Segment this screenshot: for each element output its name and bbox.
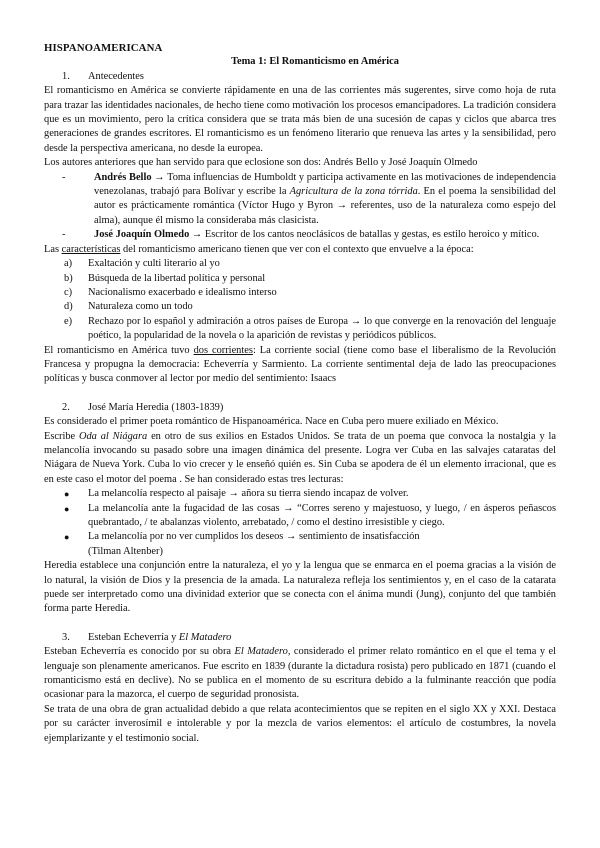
text-run: , considerado el primer relato romántico en el que el tema y el lenguaje son plenamente americanos. Fue escrito en 1839 (durante la dictadura rosista) pero publicado en 1871 (cuando el romanticismo está en declive). No se publica en el momento de su escritura debido a la fulminante reacción que podía ocasionar para la mazorca, el cuerpo de seguridad pronosista. bbox=[44, 646, 556, 701]
list-marker: a) bbox=[64, 258, 73, 270]
text-run: en otro de sus exilios en Estados Unidos. Se trata de un poema que convoca la nostalgia y la melancolía invocando su pasado sobre una imagen dinámica del presente. Logra ver Cuba en las salvajes cataratas del Niágara de Nueva York. Cuba lo vio crecer y le enseñó quién es. Sin Cuba se apodera de él un elemento irracional, que es en este caso el motor del poema . Se han considerado estas tres lecturas: bbox=[44, 430, 556, 485]
list-item-text: Naturaleza como un todo bbox=[88, 301, 193, 313]
paragraph bbox=[44, 645, 556, 703]
text-run: Escribe bbox=[44, 430, 79, 442]
list-item-text: Rechazo por lo español y admiración a otros países de Europa → lo que converge en la renovación del lenguaje poético, la popularidad de la novela o la aparición de revistas y periódicos públicos. bbox=[88, 315, 556, 342]
spacer bbox=[44, 617, 556, 631]
paragraph: Es considerado el primer poeta romántico de Hispanoamérica. Nace en Cuba pero muere exiliado en México. bbox=[44, 416, 499, 428]
dash-marker: - bbox=[62, 171, 66, 183]
list-item-text: La melancolía respecto al paisaje → añora su tierra siendo incapaz de volver. bbox=[88, 488, 409, 500]
work-title: Agricultura de la zona tórrida bbox=[289, 186, 418, 198]
text-run: . En el poema la sensibilidad del autor es prácticamente romántica (Víctor Hugo y Byron → referentes, uso de la naturaleza como espejo del alma), aunque él mismo la consideraba más clasicista. bbox=[94, 186, 556, 226]
document-header: HISPANOAMERICANA bbox=[44, 42, 163, 54]
section-3-heading bbox=[62, 631, 556, 645]
list-item-text: La melancolía ante la fugacidad de las cosas → “Corres sereno y majestuoso, y luego, / en ásperos peñascos quebrantado, / te abalanzas violento, arrebatado, / como el destino irresistible y ciego. bbox=[88, 502, 556, 528]
author-list bbox=[44, 171, 556, 243]
list-marker: c) bbox=[64, 286, 73, 298]
list-item-text: Búsqueda de la libertad política y personal bbox=[88, 272, 266, 284]
section-1-heading bbox=[62, 70, 556, 84]
dash-marker: - bbox=[62, 229, 66, 241]
section-title bbox=[88, 631, 231, 645]
work-title: El Matadero bbox=[234, 646, 288, 658]
document-title: Tema 1: El Romanticismo en América bbox=[231, 56, 399, 68]
bullet-icon: ● bbox=[64, 532, 70, 543]
bullet-icon: ● bbox=[64, 489, 70, 500]
section-title: José María Heredia (1803-1839) bbox=[88, 401, 224, 413]
list-item bbox=[64, 530, 556, 544]
list-item bbox=[64, 300, 556, 314]
paragraph bbox=[44, 344, 556, 387]
text-run: del romanticismo americano tienen que ver con el contexto que envuelve a la época: bbox=[120, 243, 474, 255]
list-item-text: Exaltación y culti literario al yo bbox=[88, 258, 220, 270]
author-name: Andrés Bello bbox=[94, 171, 152, 183]
text-run: : La corriente social (tiene como base el liberalismo de la Revolución Francesa y propugna la democracia: Echeverría y Sarmiento. La corriente sentimental deja de lado las preocupaciones políticas y busca conmover al lector por medio del sentimiento: Isaacs bbox=[44, 344, 557, 385]
section-number: 2. bbox=[62, 401, 70, 413]
author-name: José Joaquín Olmedo bbox=[94, 229, 190, 241]
work-title: Oda al Niágara bbox=[78, 430, 148, 442]
list-item-text: La melancolía por no ver cumplidos los deseos → sentimiento de insatisfacción bbox=[88, 531, 420, 543]
list-item bbox=[62, 171, 556, 229]
list-item bbox=[64, 272, 556, 286]
underlined-term: dos corrientes bbox=[193, 344, 253, 356]
list-item-text bbox=[94, 228, 556, 242]
paragraph: Los autores anteriores que han servido para que eclosione son dos: Andrés Bello y José Joaquín Olmedo bbox=[44, 157, 478, 169]
paragraph: Se trata de una obra de gran actualidad debido a que relata acontecimientos que se repiten en el siglo XX y XXI. Destaca por su carácter inverosímil e intolerable y por la mezcla de varios elementos: el artículo de costumbres, la novela ejemplarizante y el testimonio social. bbox=[44, 703, 556, 744]
text-run: Esteban Echeverría y bbox=[88, 631, 179, 643]
list-item-text bbox=[94, 171, 556, 229]
section-number: 3. bbox=[62, 631, 70, 643]
readings-list bbox=[44, 487, 556, 545]
list-item bbox=[64, 315, 556, 344]
paragraph: El romanticismo en América se convierte rápidamente en una de las corrientes más sugerentes, sirve como hoja de ruta para trazar las identidades nacionales, de hecho tiene como motivación los procesos emancipadores. La tradición considera que es un movimiento, pero la crítica considera que se trata más bien de una sucesión de capas y ciclos que abarca tres generaciones de grandes escritores. El romanticismo es un fenómeno literario que renueva las artes y la sensibilidad, pero desde la perspectiva americana, no desde la europea. bbox=[44, 85, 556, 154]
list-item bbox=[64, 286, 556, 300]
text-run: Esteban Echeverría es conocido por su obra bbox=[44, 646, 235, 658]
characteristics-list bbox=[44, 257, 556, 343]
bullet-sub-note: (Tilman Altenber) bbox=[88, 545, 163, 557]
text-run: El romanticismo en América tuvo bbox=[44, 344, 194, 356]
underlined-term: características bbox=[61, 243, 121, 255]
list-marker: e) bbox=[64, 315, 73, 327]
list-item bbox=[62, 228, 556, 242]
list-item-text: Nacionalismo exacerbado e idealismo interso bbox=[88, 286, 277, 298]
bullet-icon: ● bbox=[64, 503, 70, 514]
list-item bbox=[64, 487, 556, 501]
paragraph bbox=[44, 243, 556, 257]
list-marker: b) bbox=[64, 272, 73, 284]
list-marker: d) bbox=[64, 301, 73, 313]
text-run: → Escritor de los cantos neoclásicos de batallas y gestas, es estilo heroico y mítico. bbox=[189, 229, 540, 241]
work-title: El Matadero bbox=[178, 631, 232, 643]
section-title: Antecedentes bbox=[88, 70, 144, 82]
paragraph bbox=[44, 430, 556, 488]
section-2-heading bbox=[62, 401, 556, 415]
text-run: Las bbox=[44, 243, 62, 255]
paragraph: Heredia establece una conjunción entre la naturaleza, el yo y la lengua que se enmarca en el poema gracias a la visión de lo natural, la visión de Dios y la presencia de la amada. La naturaleza refleja los sentimientos y, en el caso de la catarata puede ser interpretado como una divinidad exterior que se conecta con el ánima mundi (Jung), conjunto del que también forma parte Heredia. bbox=[44, 560, 556, 615]
section-number: 1. bbox=[62, 70, 70, 82]
text-run: → Toma influencias de Humboldt y participa activamente en las motivaciones de independencia venezolanas, trabajó para Bolívar y escribe la bbox=[94, 171, 556, 198]
spacer bbox=[44, 387, 556, 401]
list-item bbox=[64, 502, 556, 531]
list-item bbox=[64, 257, 556, 271]
